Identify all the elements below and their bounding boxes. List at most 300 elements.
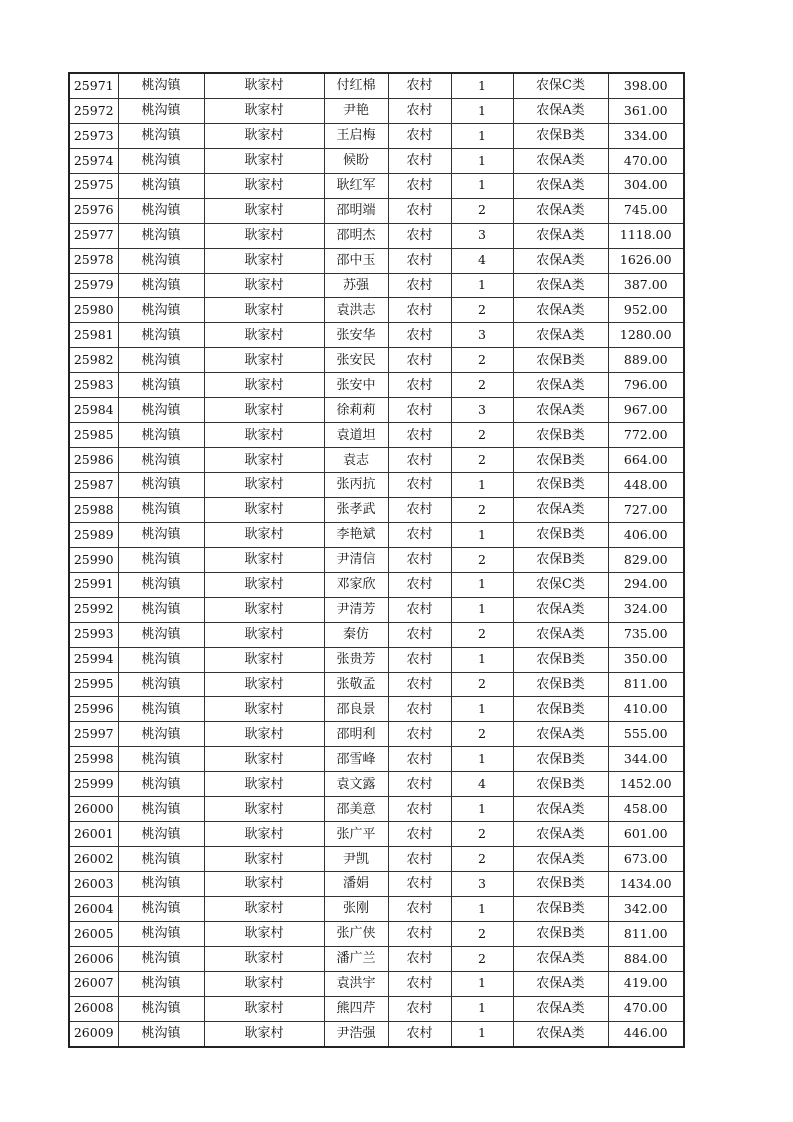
household-type-cell: 农村 — [388, 672, 451, 697]
serial-number-cell: 25997 — [69, 722, 118, 747]
table-row — [69, 173, 684, 198]
household-type-cell: 农村 — [388, 123, 451, 148]
insurance-category-cell: 农保A类 — [513, 622, 608, 647]
person-name-cell: 邵中玉 — [324, 248, 388, 273]
town-cell: 桃沟镇 — [118, 248, 204, 273]
insurance-category-cell: 农保B类 — [513, 921, 608, 946]
table-row — [69, 996, 684, 1021]
village-cell: 耿家村 — [204, 98, 324, 123]
family-size-cell: 1 — [451, 522, 513, 547]
table-row — [69, 921, 684, 946]
town-cell: 桃沟镇 — [118, 123, 204, 148]
person-name-cell: 张广平 — [324, 822, 388, 847]
person-name-cell: 张丙抗 — [324, 473, 388, 498]
amount-cell: 1626.00 — [608, 248, 684, 273]
amount-cell: 458.00 — [608, 797, 684, 822]
household-type-cell: 农村 — [388, 622, 451, 647]
household-type-cell: 农村 — [388, 847, 451, 872]
amount-cell: 1118.00 — [608, 223, 684, 248]
amount-cell: 745.00 — [608, 198, 684, 223]
amount-cell: 334.00 — [608, 123, 684, 148]
town-cell: 桃沟镇 — [118, 797, 204, 822]
insurance-category-cell: 农保B类 — [513, 747, 608, 772]
person-name-cell: 苏强 — [324, 273, 388, 298]
town-cell: 桃沟镇 — [118, 647, 204, 672]
village-cell: 耿家村 — [204, 323, 324, 348]
insurance-category-cell: 农保B类 — [513, 522, 608, 547]
household-type-cell: 农村 — [388, 697, 451, 722]
town-cell: 桃沟镇 — [118, 423, 204, 448]
table-row — [69, 323, 684, 348]
person-name-cell: 尹艳 — [324, 98, 388, 123]
family-size-cell: 3 — [451, 323, 513, 348]
town-cell: 桃沟镇 — [118, 73, 204, 98]
serial-number-cell: 25989 — [69, 522, 118, 547]
household-type-cell: 农村 — [388, 398, 451, 423]
town-cell: 桃沟镇 — [118, 398, 204, 423]
household-type-cell: 农村 — [388, 996, 451, 1021]
table-row — [69, 896, 684, 921]
serial-number-cell: 25977 — [69, 223, 118, 248]
village-cell: 耿家村 — [204, 223, 324, 248]
person-name-cell: 尹清芳 — [324, 597, 388, 622]
family-size-cell: 1 — [451, 647, 513, 672]
amount-cell: 361.00 — [608, 98, 684, 123]
town-cell: 桃沟镇 — [118, 847, 204, 872]
serial-number-cell: 25988 — [69, 497, 118, 522]
insurance-category-cell: 农保A类 — [513, 98, 608, 123]
town-cell: 桃沟镇 — [118, 448, 204, 473]
family-size-cell: 2 — [451, 946, 513, 971]
table-row — [69, 946, 684, 971]
insurance-category-cell: 农保A类 — [513, 597, 608, 622]
person-name-cell: 王启梅 — [324, 123, 388, 148]
village-cell: 耿家村 — [204, 148, 324, 173]
household-type-cell: 农村 — [388, 772, 451, 797]
family-size-cell: 2 — [451, 622, 513, 647]
serial-number-cell: 25975 — [69, 173, 118, 198]
serial-number-cell: 25985 — [69, 423, 118, 448]
person-name-cell: 张安华 — [324, 323, 388, 348]
table-row — [69, 697, 684, 722]
serial-number-cell: 25990 — [69, 547, 118, 572]
table-row — [69, 148, 684, 173]
household-type-cell: 农村 — [388, 323, 451, 348]
insurance-category-cell: 农保A类 — [513, 298, 608, 323]
table-row — [69, 847, 684, 872]
village-cell: 耿家村 — [204, 747, 324, 772]
person-name-cell: 张广侠 — [324, 921, 388, 946]
insurance-category-cell: 农保A类 — [513, 996, 608, 1021]
table-row — [69, 398, 684, 423]
village-cell: 耿家村 — [204, 547, 324, 572]
village-cell: 耿家村 — [204, 847, 324, 872]
serial-number-cell: 26002 — [69, 847, 118, 872]
town-cell: 桃沟镇 — [118, 1021, 204, 1046]
village-cell: 耿家村 — [204, 173, 324, 198]
family-size-cell: 1 — [451, 597, 513, 622]
town-cell: 桃沟镇 — [118, 747, 204, 772]
person-name-cell: 候盼 — [324, 148, 388, 173]
family-size-cell: 2 — [451, 847, 513, 872]
amount-cell: 601.00 — [608, 822, 684, 847]
amount-cell: 304.00 — [608, 173, 684, 198]
insurance-category-cell: 农保C类 — [513, 572, 608, 597]
amount-cell: 324.00 — [608, 597, 684, 622]
table-row — [69, 971, 684, 996]
town-cell: 桃沟镇 — [118, 373, 204, 398]
serial-number-cell: 26007 — [69, 971, 118, 996]
household-type-cell: 农村 — [388, 572, 451, 597]
village-cell: 耿家村 — [204, 448, 324, 473]
person-name-cell: 邵明端 — [324, 198, 388, 223]
person-name-cell: 熊四芹 — [324, 996, 388, 1021]
village-cell: 耿家村 — [204, 872, 324, 897]
table-body — [69, 73, 684, 1047]
table-row — [69, 1021, 684, 1046]
village-cell: 耿家村 — [204, 697, 324, 722]
amount-cell: 967.00 — [608, 398, 684, 423]
town-cell: 桃沟镇 — [118, 946, 204, 971]
insurance-category-cell: 农保B类 — [513, 896, 608, 921]
serial-number-cell: 25984 — [69, 398, 118, 423]
town-cell: 桃沟镇 — [118, 622, 204, 647]
person-name-cell: 付红棉 — [324, 73, 388, 98]
village-cell: 耿家村 — [204, 198, 324, 223]
serial-number-cell: 25999 — [69, 772, 118, 797]
family-size-cell: 1 — [451, 572, 513, 597]
family-size-cell: 2 — [451, 921, 513, 946]
insurance-category-cell: 农保A类 — [513, 323, 608, 348]
town-cell: 桃沟镇 — [118, 921, 204, 946]
village-cell: 耿家村 — [204, 672, 324, 697]
amount-cell: 727.00 — [608, 497, 684, 522]
household-type-cell: 农村 — [388, 822, 451, 847]
person-name-cell: 尹浩强 — [324, 1021, 388, 1046]
family-size-cell: 1 — [451, 73, 513, 98]
table-row — [69, 348, 684, 373]
family-size-cell: 2 — [451, 448, 513, 473]
insurance-category-cell: 农保A类 — [513, 946, 608, 971]
family-size-cell: 2 — [451, 198, 513, 223]
insurance-category-cell: 农保B类 — [513, 697, 608, 722]
serial-number-cell: 25998 — [69, 747, 118, 772]
family-size-cell: 1 — [451, 148, 513, 173]
town-cell: 桃沟镇 — [118, 348, 204, 373]
amount-cell: 446.00 — [608, 1021, 684, 1046]
person-name-cell: 袁洪宇 — [324, 971, 388, 996]
insurance-category-cell: 农保A类 — [513, 148, 608, 173]
family-size-cell: 3 — [451, 223, 513, 248]
amount-cell: 470.00 — [608, 148, 684, 173]
insurance-category-cell: 农保B类 — [513, 423, 608, 448]
amount-cell: 664.00 — [608, 448, 684, 473]
person-name-cell: 邵良景 — [324, 697, 388, 722]
serial-number-cell: 25973 — [69, 123, 118, 148]
village-cell: 耿家村 — [204, 473, 324, 498]
town-cell: 桃沟镇 — [118, 896, 204, 921]
serial-number-cell: 25976 — [69, 198, 118, 223]
insurance-category-cell: 农保B类 — [513, 448, 608, 473]
town-cell: 桃沟镇 — [118, 273, 204, 298]
table-row — [69, 722, 684, 747]
household-type-cell: 农村 — [388, 896, 451, 921]
amount-cell: 1280.00 — [608, 323, 684, 348]
amount-cell: 448.00 — [608, 473, 684, 498]
person-name-cell: 秦仿 — [324, 622, 388, 647]
village-cell: 耿家村 — [204, 896, 324, 921]
family-size-cell: 1 — [451, 123, 513, 148]
person-name-cell: 尹凯 — [324, 847, 388, 872]
family-size-cell: 1 — [451, 747, 513, 772]
town-cell: 桃沟镇 — [118, 772, 204, 797]
record-table — [68, 72, 685, 1048]
village-cell: 耿家村 — [204, 996, 324, 1021]
village-cell: 耿家村 — [204, 522, 324, 547]
serial-number-cell: 25978 — [69, 248, 118, 273]
insurance-category-cell: 农保A类 — [513, 398, 608, 423]
town-cell: 桃沟镇 — [118, 473, 204, 498]
table-row — [69, 622, 684, 647]
household-type-cell: 农村 — [388, 921, 451, 946]
family-size-cell: 2 — [451, 672, 513, 697]
insurance-category-cell: 农保A类 — [513, 173, 608, 198]
serial-number-cell: 26003 — [69, 872, 118, 897]
serial-number-cell: 26001 — [69, 822, 118, 847]
town-cell: 桃沟镇 — [118, 522, 204, 547]
town-cell: 桃沟镇 — [118, 497, 204, 522]
table-row — [69, 448, 684, 473]
table-row — [69, 373, 684, 398]
family-size-cell: 1 — [451, 173, 513, 198]
person-name-cell: 张刚 — [324, 896, 388, 921]
insurance-category-cell: 农保B类 — [513, 473, 608, 498]
serial-number-cell: 25992 — [69, 597, 118, 622]
serial-number-cell: 26006 — [69, 946, 118, 971]
insurance-category-cell: 农保A类 — [513, 248, 608, 273]
amount-cell: 1452.00 — [608, 772, 684, 797]
town-cell: 桃沟镇 — [118, 996, 204, 1021]
insurance-category-cell: 农保A类 — [513, 971, 608, 996]
insurance-category-cell: 农保A类 — [513, 497, 608, 522]
household-type-cell: 农村 — [388, 522, 451, 547]
amount-cell: 406.00 — [608, 522, 684, 547]
amount-cell: 952.00 — [608, 298, 684, 323]
town-cell: 桃沟镇 — [118, 597, 204, 622]
town-cell: 桃沟镇 — [118, 198, 204, 223]
serial-number-cell: 25981 — [69, 323, 118, 348]
town-cell: 桃沟镇 — [118, 971, 204, 996]
town-cell: 桃沟镇 — [118, 672, 204, 697]
serial-number-cell: 25986 — [69, 448, 118, 473]
village-cell: 耿家村 — [204, 921, 324, 946]
family-size-cell: 2 — [451, 423, 513, 448]
village-cell: 耿家村 — [204, 1021, 324, 1046]
household-type-cell: 农村 — [388, 248, 451, 273]
household-type-cell: 农村 — [388, 198, 451, 223]
person-name-cell: 袁志 — [324, 448, 388, 473]
table-row — [69, 497, 684, 522]
table-row — [69, 772, 684, 797]
family-size-cell: 2 — [451, 497, 513, 522]
person-name-cell: 邓家欣 — [324, 572, 388, 597]
amount-cell: 387.00 — [608, 273, 684, 298]
family-size-cell: 2 — [451, 298, 513, 323]
household-type-cell: 农村 — [388, 722, 451, 747]
insurance-category-cell: 农保A类 — [513, 822, 608, 847]
serial-number-cell: 26009 — [69, 1021, 118, 1046]
table-row — [69, 473, 684, 498]
town-cell: 桃沟镇 — [118, 547, 204, 572]
village-cell: 耿家村 — [204, 822, 324, 847]
amount-cell: 811.00 — [608, 672, 684, 697]
family-size-cell: 1 — [451, 797, 513, 822]
village-cell: 耿家村 — [204, 423, 324, 448]
person-name-cell: 邵雪峰 — [324, 747, 388, 772]
family-size-cell: 2 — [451, 373, 513, 398]
table-row — [69, 797, 684, 822]
insurance-category-cell: 农保B类 — [513, 123, 608, 148]
person-name-cell: 李艳斌 — [324, 522, 388, 547]
table-row — [69, 98, 684, 123]
village-cell: 耿家村 — [204, 248, 324, 273]
serial-number-cell: 25980 — [69, 298, 118, 323]
insurance-category-cell: 农保B类 — [513, 872, 608, 897]
town-cell: 桃沟镇 — [118, 697, 204, 722]
amount-cell: 342.00 — [608, 896, 684, 921]
table-row — [69, 597, 684, 622]
village-cell: 耿家村 — [204, 497, 324, 522]
family-size-cell: 2 — [451, 822, 513, 847]
table-row — [69, 423, 684, 448]
village-cell: 耿家村 — [204, 772, 324, 797]
village-cell: 耿家村 — [204, 647, 324, 672]
family-size-cell: 1 — [451, 473, 513, 498]
table-row — [69, 198, 684, 223]
table-row — [69, 223, 684, 248]
amount-cell: 772.00 — [608, 423, 684, 448]
table-row — [69, 73, 684, 98]
family-size-cell: 1 — [451, 971, 513, 996]
town-cell: 桃沟镇 — [118, 872, 204, 897]
village-cell: 耿家村 — [204, 398, 324, 423]
serial-number-cell: 25982 — [69, 348, 118, 373]
serial-number-cell: 25991 — [69, 572, 118, 597]
village-cell: 耿家村 — [204, 572, 324, 597]
serial-number-cell: 26005 — [69, 921, 118, 946]
amount-cell: 811.00 — [608, 921, 684, 946]
amount-cell: 796.00 — [608, 373, 684, 398]
family-size-cell: 1 — [451, 697, 513, 722]
serial-number-cell: 26004 — [69, 896, 118, 921]
person-name-cell: 张贵芳 — [324, 647, 388, 672]
village-cell: 耿家村 — [204, 73, 324, 98]
amount-cell: 555.00 — [608, 722, 684, 747]
table-row — [69, 872, 684, 897]
family-size-cell: 1 — [451, 896, 513, 921]
table-row — [69, 522, 684, 547]
person-name-cell: 潘广兰 — [324, 946, 388, 971]
town-cell: 桃沟镇 — [118, 822, 204, 847]
household-type-cell: 农村 — [388, 448, 451, 473]
insurance-category-cell: 农保A类 — [513, 273, 608, 298]
household-type-cell: 农村 — [388, 148, 451, 173]
amount-cell: 350.00 — [608, 647, 684, 672]
village-cell: 耿家村 — [204, 971, 324, 996]
amount-cell: 419.00 — [608, 971, 684, 996]
family-size-cell: 2 — [451, 547, 513, 572]
town-cell: 桃沟镇 — [118, 98, 204, 123]
household-type-cell: 农村 — [388, 747, 451, 772]
household-type-cell: 农村 — [388, 547, 451, 572]
insurance-category-cell: 农保B类 — [513, 647, 608, 672]
insurance-category-cell: 农保A类 — [513, 198, 608, 223]
person-name-cell: 潘娟 — [324, 872, 388, 897]
town-cell: 桃沟镇 — [118, 572, 204, 597]
village-cell: 耿家村 — [204, 797, 324, 822]
amount-cell: 884.00 — [608, 946, 684, 971]
person-name-cell: 袁道坦 — [324, 423, 388, 448]
serial-number-cell: 25972 — [69, 98, 118, 123]
table-row — [69, 822, 684, 847]
village-cell: 耿家村 — [204, 373, 324, 398]
serial-number-cell: 25987 — [69, 473, 118, 498]
household-type-cell: 农村 — [388, 73, 451, 98]
person-name-cell: 张孝武 — [324, 497, 388, 522]
table-row — [69, 123, 684, 148]
household-type-cell: 农村 — [388, 797, 451, 822]
family-size-cell: 4 — [451, 772, 513, 797]
household-type-cell: 农村 — [388, 173, 451, 198]
serial-number-cell: 25995 — [69, 672, 118, 697]
family-size-cell: 4 — [451, 248, 513, 273]
insurance-category-cell: 农保A类 — [513, 847, 608, 872]
village-cell: 耿家村 — [204, 722, 324, 747]
insurance-category-cell: 农保B类 — [513, 772, 608, 797]
amount-cell: 735.00 — [608, 622, 684, 647]
insurance-category-cell: 农保B类 — [513, 547, 608, 572]
insurance-category-cell: 农保A类 — [513, 797, 608, 822]
family-size-cell: 1 — [451, 1021, 513, 1046]
household-type-cell: 农村 — [388, 946, 451, 971]
serial-number-cell: 25983 — [69, 373, 118, 398]
town-cell: 桃沟镇 — [118, 148, 204, 173]
table-row — [69, 547, 684, 572]
household-type-cell: 农村 — [388, 497, 451, 522]
insurance-category-cell: 农保C类 — [513, 73, 608, 98]
amount-cell: 673.00 — [608, 847, 684, 872]
table-row — [69, 298, 684, 323]
village-cell: 耿家村 — [204, 123, 324, 148]
amount-cell: 294.00 — [608, 572, 684, 597]
table-row — [69, 647, 684, 672]
serial-number-cell: 26000 — [69, 797, 118, 822]
family-size-cell: 1 — [451, 98, 513, 123]
amount-cell: 889.00 — [608, 348, 684, 373]
amount-cell: 410.00 — [608, 697, 684, 722]
serial-number-cell: 26008 — [69, 996, 118, 1021]
family-size-cell: 3 — [451, 398, 513, 423]
amount-cell: 470.00 — [608, 996, 684, 1021]
insurance-category-cell: 农保A类 — [513, 223, 608, 248]
person-name-cell: 张安中 — [324, 373, 388, 398]
amount-cell: 829.00 — [608, 547, 684, 572]
family-size-cell: 2 — [451, 722, 513, 747]
town-cell: 桃沟镇 — [118, 722, 204, 747]
family-size-cell: 2 — [451, 348, 513, 373]
serial-number-cell: 25994 — [69, 647, 118, 672]
insurance-category-cell: 农保B类 — [513, 348, 608, 373]
